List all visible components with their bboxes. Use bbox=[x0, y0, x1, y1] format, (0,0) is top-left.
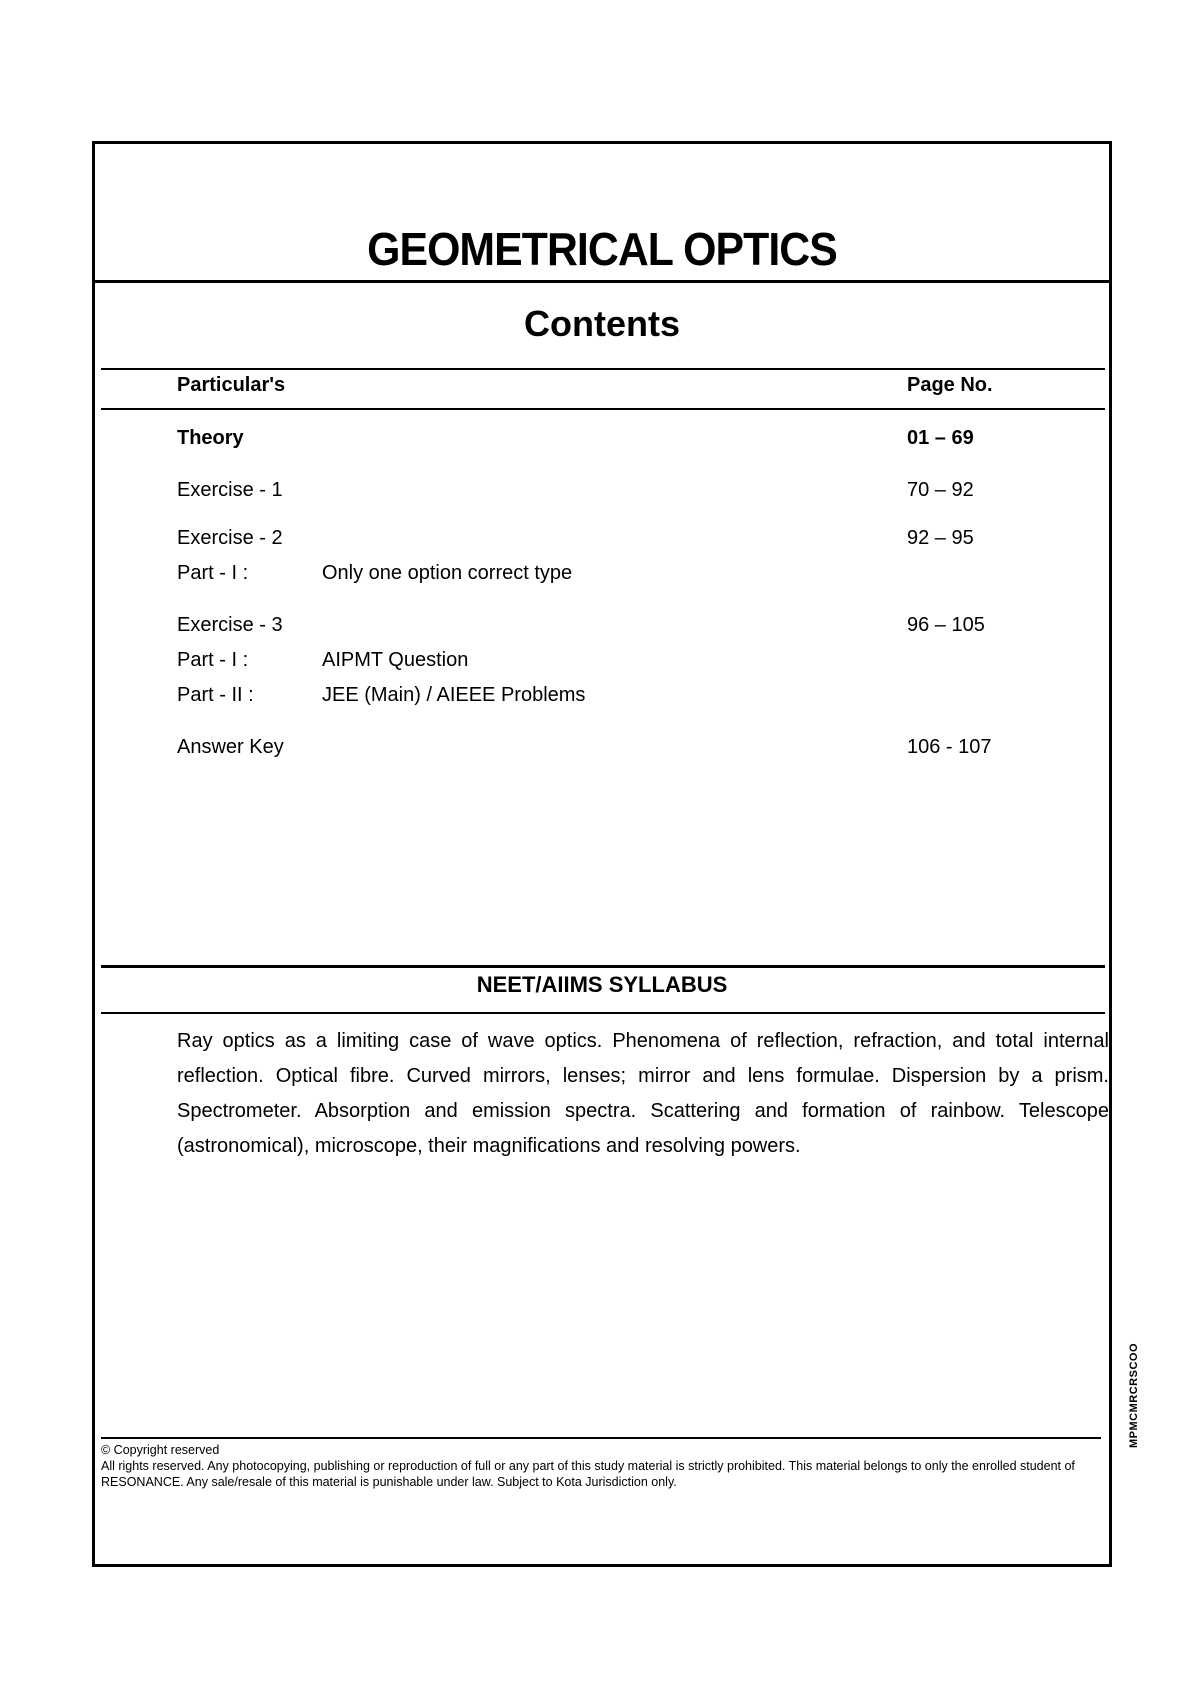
side-code-label: MPMCMRCRSCOO bbox=[1128, 1343, 1140, 1448]
syllabus-heading: NEET/AIIMS SYLLABUS bbox=[476, 972, 728, 997]
footer-divider bbox=[101, 1437, 1101, 1439]
toc-row-label: Exercise - 3 bbox=[177, 614, 283, 636]
toc-row-description: AIPMT Question bbox=[322, 649, 469, 671]
syllabus-text: Ray optics as a limiting case of wave optics. Phenomena of reflection, refraction, and total internal reflection. Optical fibre. Curved mirrors, lenses; mirror and lens formulae. Dispersion by a prism. Spectrometer. Absorption and emission spectra. Scattering and formation of rainbow. Telescope (astronomical), microscope, their magnifications and resolving powers. bbox=[177, 1030, 1109, 1157]
copyright-line: © Copyright reserved bbox=[101, 1443, 220, 1457]
copyright-text: All rights reserved. Any photocopying, publishing or reproduction of full or any part of this study material is strictly prohibited. This material belongs to only the enrolled student of RESONANCE. Any sale/resale of this material is punishable under law. Subject to Kota Jurisdiction only. bbox=[101, 1459, 1075, 1489]
column-header-particulars: Particular's bbox=[177, 374, 286, 396]
contents-divider bbox=[101, 368, 1105, 370]
contents-heading: Contents bbox=[524, 303, 680, 344]
document-title: GEOMETRICAL OPTICS bbox=[367, 223, 837, 275]
toc-row-pages: 106 - 107 bbox=[907, 736, 992, 758]
toc-row-label: Part - I : bbox=[177, 562, 249, 584]
title-divider bbox=[95, 280, 1109, 283]
column-header-page-no: Page No. bbox=[907, 374, 993, 396]
toc-row-description: Only one option correct type bbox=[322, 562, 573, 584]
copyright-notice bbox=[101, 1442, 1101, 1490]
toc-row-label: Theory bbox=[177, 427, 244, 449]
toc-row-label: Part - I : bbox=[177, 649, 249, 671]
toc-row-pages: 96 – 105 bbox=[907, 614, 985, 636]
toc-row-description: JEE (Main) / AIEEE Problems bbox=[322, 684, 586, 706]
toc-row-label: Exercise - 2 bbox=[177, 527, 283, 549]
toc-row-label: Exercise - 1 bbox=[177, 479, 283, 501]
header-divider bbox=[101, 408, 1105, 410]
toc-row-pages: 70 – 92 bbox=[907, 479, 974, 501]
toc-row-pages: 01 – 69 bbox=[907, 427, 974, 449]
toc-row-label: Part - II : bbox=[177, 684, 254, 706]
syllabus-heading-divider bbox=[101, 1012, 1105, 1014]
page-frame bbox=[92, 141, 1112, 1567]
syllabus-top-divider bbox=[101, 965, 1105, 968]
toc-row-label: Answer Key bbox=[177, 736, 284, 758]
toc-row-pages: 92 – 95 bbox=[907, 527, 974, 549]
